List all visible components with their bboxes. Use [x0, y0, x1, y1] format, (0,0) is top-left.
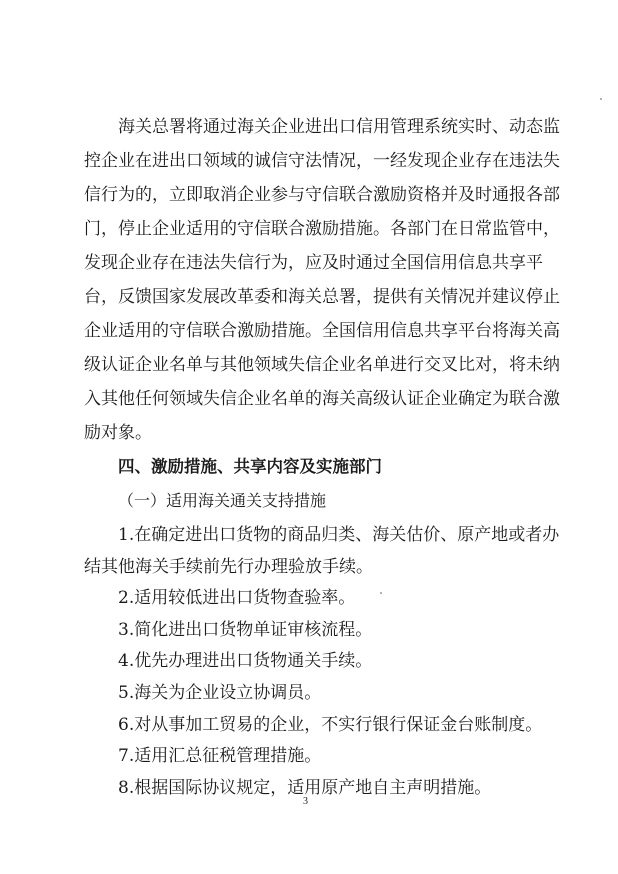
- paragraph-line: 海关总署将通过海关企业进出口信用管理系统实时、动态监: [118, 117, 560, 137]
- page-number: 3: [303, 796, 308, 807]
- measure-item: 3.简化进出口货物单证审核流程。: [118, 620, 373, 640]
- paragraph-line: 发现企业存在违法失信行为，应及时通过全国信用信息共享平: [84, 253, 543, 273]
- subsection-heading: （一）适用海关通关支持措施: [118, 491, 327, 510]
- measure-item: 2.适用较低进出口货物查验率。: [118, 588, 356, 608]
- measure-item: 7.适用汇总征税管理措施。: [118, 746, 322, 766]
- section-heading: 四、激励措施、共享内容及实施部门: [118, 457, 382, 476]
- measure-item: 1.在确定进出口货物的商品归类、海关估价、原产地或者办: [118, 525, 560, 545]
- paragraph-line: 入其他任何领域失信企业名单的海关高级认证企业确定为联合激: [84, 389, 560, 409]
- measure-item: 4.优先办理进出口货物通关手续。: [118, 651, 373, 671]
- paragraph-line: 控企业在进出口领域的诚信守法情况，一经发现企业存在违法失: [84, 151, 560, 171]
- measure-item: 6.对从事加工贸易的企业，不实行银行保证金台账制度。: [118, 715, 543, 735]
- paragraph-line: 信行为的，立即取消企业参与守信联合激励资格并及时通报各部: [84, 185, 560, 205]
- paragraph-line: 企业适用的守信联合激励措施。全国信用信息共享平台将海关高: [84, 321, 560, 341]
- measure-item: 8.根据国际协议规定，适用原产地自主声明措施。: [118, 778, 492, 798]
- measure-item-continuation: 结其他海关手续前先行办理验放手续。: [84, 557, 373, 577]
- paragraph-line: 励对象。: [84, 423, 152, 443]
- scan-speck: [380, 592, 382, 594]
- measure-item: 5.海关为企业设立协调员。: [118, 683, 322, 703]
- scan-speck: [600, 98, 602, 100]
- paragraph-line: 级认证企业名单与其他领域失信企业名单进行交叉比对，将未纳: [84, 355, 560, 375]
- paragraph-line: 台，反馈国家发展改革委和海关总署，提供有关情况并建议停止: [84, 287, 560, 307]
- paragraph-line: 门，停止企业适用的守信联合激励措施。各部门在日常监管中，: [84, 219, 560, 239]
